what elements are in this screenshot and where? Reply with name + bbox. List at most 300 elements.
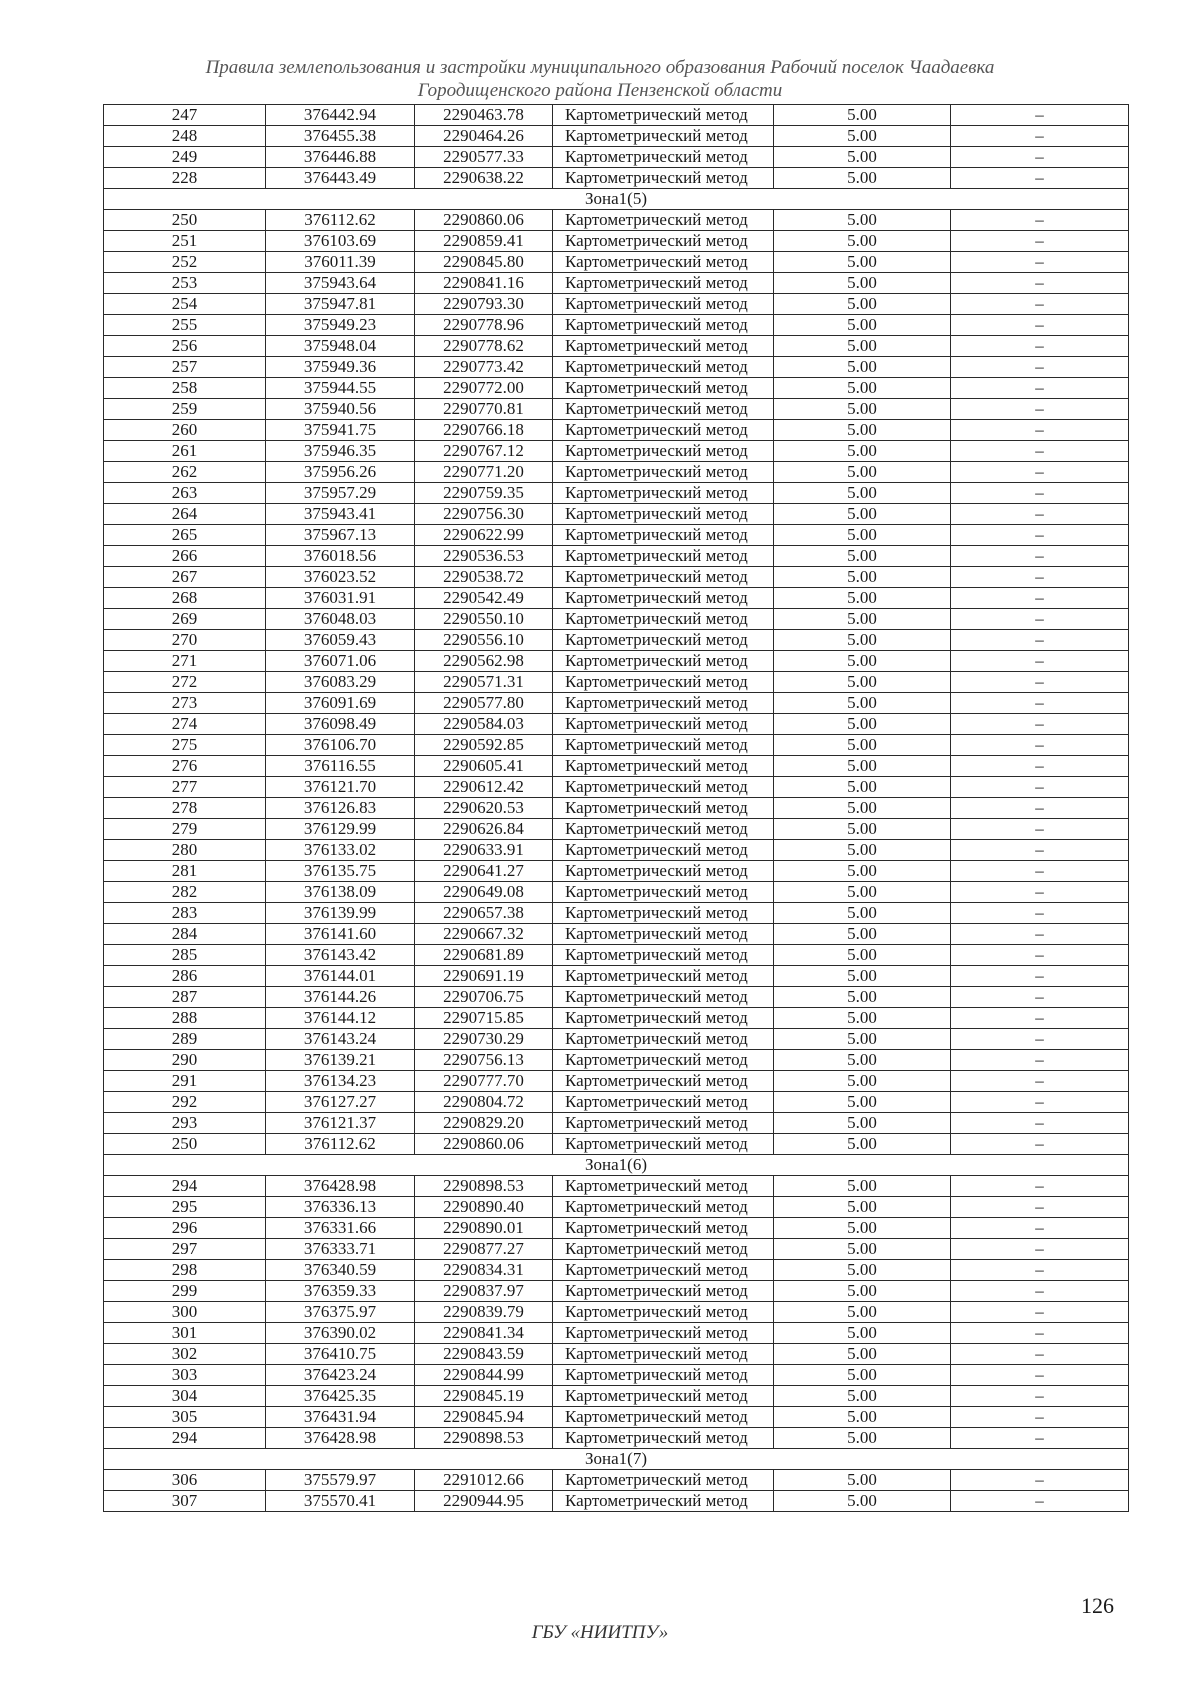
note-cell: – [951,1134,1129,1155]
note-cell: – [951,777,1129,798]
x-coordinate-cell: 376390.02 [266,1323,415,1344]
point-number-cell: 306 [104,1470,266,1491]
table-row [104,1470,1129,1491]
method-cell: Картометрический метод [553,525,774,546]
method-cell: Картометрический метод [553,630,774,651]
note-cell: – [951,1365,1129,1386]
table-row [104,336,1129,357]
point-number-cell: 274 [104,714,266,735]
accuracy-cell: 5.00 [774,546,951,567]
table-row [104,1365,1129,1386]
accuracy-cell: 5.00 [774,294,951,315]
accuracy-cell: 5.00 [774,735,951,756]
method-cell: Картометрический метод [553,105,774,126]
accuracy-cell: 5.00 [774,1176,951,1197]
x-coordinate-cell: 375967.13 [266,525,415,546]
y-coordinate-cell: 2290464.26 [415,126,553,147]
x-coordinate-cell: 376431.94 [266,1407,415,1428]
method-cell: Картометрический метод [553,1134,774,1155]
note-cell: – [951,1386,1129,1407]
point-number-cell: 285 [104,945,266,966]
y-coordinate-cell: 2291012.66 [415,1470,553,1491]
table-row [104,1239,1129,1260]
note-cell: – [951,798,1129,819]
point-number-cell: 271 [104,651,266,672]
x-coordinate-cell: 376098.49 [266,714,415,735]
x-coordinate-cell: 376135.75 [266,861,415,882]
x-coordinate-cell: 376083.29 [266,672,415,693]
method-cell: Картометрический метод [553,966,774,987]
y-coordinate-cell: 2290542.49 [415,588,553,609]
point-number-cell: 268 [104,588,266,609]
point-number-cell: 297 [104,1239,266,1260]
method-cell: Картометрический метод [553,231,774,252]
table-row [104,252,1129,273]
method-cell: Картометрический метод [553,399,774,420]
table-row [104,756,1129,777]
y-coordinate-cell: 2290536.53 [415,546,553,567]
x-coordinate-cell: 376141.60 [266,924,415,945]
y-coordinate-cell: 2290877.27 [415,1239,553,1260]
x-coordinate-cell: 376143.24 [266,1029,415,1050]
table-row [104,1428,1129,1449]
x-coordinate-cell: 376133.02 [266,840,415,861]
table-row [104,861,1129,882]
accuracy-cell: 5.00 [774,819,951,840]
note-cell: – [951,525,1129,546]
point-number-cell: 228 [104,168,266,189]
accuracy-cell: 5.00 [774,777,951,798]
point-number-cell: 296 [104,1218,266,1239]
x-coordinate-cell: 376011.39 [266,252,415,273]
method-cell: Картометрический метод [553,819,774,840]
x-coordinate-cell: 376091.69 [266,693,415,714]
method-cell: Картометрический метод [553,1008,774,1029]
accuracy-cell: 5.00 [774,336,951,357]
x-coordinate-cell: 375948.04 [266,336,415,357]
y-coordinate-cell: 2290890.01 [415,1218,553,1239]
x-coordinate-cell: 375957.29 [266,483,415,504]
y-coordinate-cell: 2290641.27 [415,861,553,882]
y-coordinate-cell: 2290793.30 [415,294,553,315]
point-number-cell: 300 [104,1302,266,1323]
accuracy-cell: 5.00 [774,1134,951,1155]
x-coordinate-cell: 376059.43 [266,630,415,651]
x-coordinate-cell: 376144.26 [266,987,415,1008]
method-cell: Картометрический метод [553,1344,774,1365]
y-coordinate-cell: 2290834.31 [415,1260,553,1281]
point-number-cell: 263 [104,483,266,504]
method-cell: Картометрический метод [553,924,774,945]
table-row [104,819,1129,840]
table-row [104,210,1129,231]
x-coordinate-cell: 375943.64 [266,273,415,294]
note-cell: – [951,1407,1129,1428]
accuracy-cell: 5.00 [774,588,951,609]
note-cell: – [951,1323,1129,1344]
method-cell: Картометрический метод [553,1050,774,1071]
x-coordinate-cell: 376443.49 [266,168,415,189]
point-number-cell: 280 [104,840,266,861]
x-coordinate-cell: 376455.38 [266,126,415,147]
note-cell: – [951,420,1129,441]
point-number-cell: 273 [104,693,266,714]
note-cell: – [951,231,1129,252]
y-coordinate-cell: 2290584.03 [415,714,553,735]
method-cell: Картометрический метод [553,567,774,588]
method-cell: Картометрический метод [553,735,774,756]
method-cell: Картометрический метод [553,147,774,168]
y-coordinate-cell: 2290538.72 [415,567,553,588]
note-cell: – [951,1050,1129,1071]
accuracy-cell: 5.00 [774,630,951,651]
note-cell: – [951,126,1129,147]
y-coordinate-cell: 2290759.35 [415,483,553,504]
y-coordinate-cell: 2290622.99 [415,525,553,546]
note-cell: – [951,504,1129,525]
method-cell: Картометрический метод [553,1239,774,1260]
x-coordinate-cell: 375956.26 [266,462,415,483]
accuracy-cell: 5.00 [774,525,951,546]
point-number-cell: 270 [104,630,266,651]
accuracy-cell: 5.00 [774,357,951,378]
method-cell: Картометрический метод [553,441,774,462]
table-row [104,1281,1129,1302]
x-coordinate-cell: 376144.12 [266,1008,415,1029]
point-number-cell: 301 [104,1323,266,1344]
page-number: 126 [1081,1593,1114,1618]
note-cell: – [951,1302,1129,1323]
y-coordinate-cell: 2290577.80 [415,693,553,714]
point-number-cell: 256 [104,336,266,357]
note-cell: – [951,1008,1129,1029]
table-row [104,1302,1129,1323]
method-cell: Картометрический метод [553,210,774,231]
accuracy-cell: 5.00 [774,1050,951,1071]
table-row [104,609,1129,630]
y-coordinate-cell: 2290845.19 [415,1386,553,1407]
point-number-cell: 247 [104,105,266,126]
point-number-cell: 250 [104,210,266,231]
point-number-cell: 265 [104,525,266,546]
y-coordinate-cell: 2290898.53 [415,1176,553,1197]
x-coordinate-cell: 376139.21 [266,1050,415,1071]
table-row [104,147,1129,168]
accuracy-cell: 5.00 [774,756,951,777]
y-coordinate-cell: 2290730.29 [415,1029,553,1050]
note-cell: – [951,147,1129,168]
note-cell: – [951,1218,1129,1239]
note-cell: – [951,651,1129,672]
method-cell: Картометрический метод [553,651,774,672]
note-cell: – [951,1428,1129,1449]
note-cell: – [951,168,1129,189]
method-cell: Картометрический метод [553,378,774,399]
coordinates-table-body [104,105,1129,1512]
table-row [104,630,1129,651]
x-coordinate-cell: 375949.36 [266,357,415,378]
accuracy-cell: 5.00 [774,924,951,945]
table-row [104,1092,1129,1113]
accuracy-cell: 5.00 [774,798,951,819]
method-cell: Картометрический метод [553,1197,774,1218]
y-coordinate-cell: 2290638.22 [415,168,553,189]
accuracy-cell: 5.00 [774,714,951,735]
accuracy-cell: 5.00 [774,693,951,714]
table-row [104,567,1129,588]
note-cell: – [951,987,1129,1008]
accuracy-cell: 5.00 [774,1197,951,1218]
table-row [104,294,1129,315]
table-row [104,735,1129,756]
y-coordinate-cell: 2290860.06 [415,1134,553,1155]
y-coordinate-cell: 2290843.59 [415,1344,553,1365]
y-coordinate-cell: 2290577.33 [415,147,553,168]
y-coordinate-cell: 2290657.38 [415,903,553,924]
point-number-cell: 292 [104,1092,266,1113]
note-cell: – [951,1239,1129,1260]
point-number-cell: 288 [104,1008,266,1029]
point-number-cell: 304 [104,1386,266,1407]
method-cell: Картометрический метод [553,546,774,567]
note-cell: – [951,819,1129,840]
note-cell: – [951,735,1129,756]
table-row [104,420,1129,441]
accuracy-cell: 5.00 [774,987,951,1008]
table-row [104,273,1129,294]
method-cell: Картометрический метод [553,1428,774,1449]
method-cell: Картометрический метод [553,1218,774,1239]
point-number-cell: 257 [104,357,266,378]
accuracy-cell: 5.00 [774,1470,951,1491]
point-number-cell: 278 [104,798,266,819]
table-row [104,399,1129,420]
zone-header-row [104,1155,1129,1176]
note-cell: – [951,756,1129,777]
method-cell: Картометрический метод [553,840,774,861]
point-number-cell: 277 [104,777,266,798]
x-coordinate-cell: 376134.23 [266,1071,415,1092]
table-row [104,1323,1129,1344]
x-coordinate-cell: 376129.99 [266,819,415,840]
y-coordinate-cell: 2290605.41 [415,756,553,777]
x-coordinate-cell: 376143.42 [266,945,415,966]
x-coordinate-cell: 376428.98 [266,1176,415,1197]
point-number-cell: 293 [104,1113,266,1134]
method-cell: Картометрический метод [553,1323,774,1344]
point-number-cell: 295 [104,1197,266,1218]
y-coordinate-cell: 2290550.10 [415,609,553,630]
point-number-cell: 258 [104,378,266,399]
x-coordinate-cell: 376126.83 [266,798,415,819]
y-coordinate-cell: 2290667.32 [415,924,553,945]
note-cell: – [951,1176,1129,1197]
method-cell: Картометрический метод [553,1113,774,1134]
table-row [104,903,1129,924]
y-coordinate-cell: 2290829.20 [415,1113,553,1134]
table-row [104,231,1129,252]
point-number-cell: 302 [104,1344,266,1365]
method-cell: Картометрический метод [553,1365,774,1386]
x-coordinate-cell: 376071.06 [266,651,415,672]
y-coordinate-cell: 2290890.40 [415,1197,553,1218]
method-cell: Картометрический метод [553,798,774,819]
table-row [104,525,1129,546]
note-cell: – [951,1281,1129,1302]
note-cell: – [951,1491,1129,1512]
accuracy-cell: 5.00 [774,840,951,861]
method-cell: Картометрический метод [553,1029,774,1050]
accuracy-cell: 5.00 [774,1491,951,1512]
note-cell: – [951,441,1129,462]
note-cell: – [951,1197,1129,1218]
table-row [104,1260,1129,1281]
method-cell: Картометрический метод [553,1092,774,1113]
note-cell: – [951,630,1129,651]
method-cell: Картометрический метод [553,462,774,483]
y-coordinate-cell: 2290845.94 [415,1407,553,1428]
point-number-cell: 276 [104,756,266,777]
table-row [104,483,1129,504]
note-cell: – [951,315,1129,336]
method-cell: Картометрический метод [553,252,774,273]
point-number-cell: 264 [104,504,266,525]
y-coordinate-cell: 2290626.84 [415,819,553,840]
point-number-cell: 289 [104,1029,266,1050]
x-coordinate-cell: 375949.23 [266,315,415,336]
x-coordinate-cell: 376423.24 [266,1365,415,1386]
accuracy-cell: 5.00 [774,903,951,924]
x-coordinate-cell: 375940.56 [266,399,415,420]
method-cell: Картометрический метод [553,1071,774,1092]
table-row [104,714,1129,735]
note-cell: – [951,357,1129,378]
y-coordinate-cell: 2290898.53 [415,1428,553,1449]
method-cell: Картометрический метод [553,672,774,693]
y-coordinate-cell: 2290771.20 [415,462,553,483]
accuracy-cell: 5.00 [774,483,951,504]
table-row [104,1386,1129,1407]
accuracy-cell: 5.00 [774,168,951,189]
point-number-cell: 255 [104,315,266,336]
table-row [104,588,1129,609]
note-cell: – [951,210,1129,231]
accuracy-cell: 5.00 [774,399,951,420]
accuracy-cell: 5.00 [774,1113,951,1134]
table-row [104,546,1129,567]
point-number-cell: 252 [104,252,266,273]
method-cell: Картометрический метод [553,1407,774,1428]
method-cell: Картометрический метод [553,420,774,441]
table-row [104,1344,1129,1365]
coordinates-table [103,104,1129,1512]
zone-header-row [104,1449,1129,1470]
x-coordinate-cell: 375946.35 [266,441,415,462]
x-coordinate-cell: 376410.75 [266,1344,415,1365]
note-cell: – [951,1092,1129,1113]
x-coordinate-cell: 376442.94 [266,105,415,126]
accuracy-cell: 5.00 [774,651,951,672]
point-number-cell: 250 [104,1134,266,1155]
note-cell: – [951,966,1129,987]
y-coordinate-cell: 2290772.00 [415,378,553,399]
method-cell: Картометрический метод [553,756,774,777]
note-cell: – [951,336,1129,357]
table-row [104,651,1129,672]
y-coordinate-cell: 2290649.08 [415,882,553,903]
x-coordinate-cell: 376336.13 [266,1197,415,1218]
table-row [104,357,1129,378]
method-cell: Картометрический метод [553,609,774,630]
x-coordinate-cell: 376103.69 [266,231,415,252]
y-coordinate-cell: 2290844.99 [415,1365,553,1386]
x-coordinate-cell: 376139.99 [266,903,415,924]
y-coordinate-cell: 2290778.96 [415,315,553,336]
x-coordinate-cell: 375579.97 [266,1470,415,1491]
point-number-cell: 294 [104,1176,266,1197]
accuracy-cell: 5.00 [774,567,951,588]
y-coordinate-cell: 2290556.10 [415,630,553,651]
accuracy-cell: 5.00 [774,1344,951,1365]
note-cell: – [951,399,1129,420]
accuracy-cell: 5.00 [774,861,951,882]
note-cell: – [951,273,1129,294]
y-coordinate-cell: 2290778.62 [415,336,553,357]
table-row [104,672,1129,693]
point-number-cell: 249 [104,147,266,168]
zone-label: Зона1(7) [104,1449,1129,1470]
method-cell: Картометрический метод [553,336,774,357]
accuracy-cell: 5.00 [774,210,951,231]
y-coordinate-cell: 2290706.75 [415,987,553,1008]
method-cell: Картометрический метод [553,1260,774,1281]
table-row [104,966,1129,987]
accuracy-cell: 5.00 [774,462,951,483]
point-number-cell: 251 [104,231,266,252]
method-cell: Картометрический метод [553,861,774,882]
y-coordinate-cell: 2290766.18 [415,420,553,441]
accuracy-cell: 5.00 [774,1071,951,1092]
note-cell: – [951,672,1129,693]
method-cell: Картометрический метод [553,273,774,294]
x-coordinate-cell: 376106.70 [266,735,415,756]
accuracy-cell: 5.00 [774,1407,951,1428]
x-coordinate-cell: 376112.62 [266,210,415,231]
note-cell: – [951,1260,1129,1281]
table-row [104,126,1129,147]
x-coordinate-cell: 375941.75 [266,420,415,441]
y-coordinate-cell: 2290773.42 [415,357,553,378]
accuracy-cell: 5.00 [774,1008,951,1029]
point-number-cell: 287 [104,987,266,1008]
point-number-cell: 298 [104,1260,266,1281]
accuracy-cell: 5.00 [774,1302,951,1323]
y-coordinate-cell: 2290777.70 [415,1071,553,1092]
method-cell: Картометрический метод [553,945,774,966]
x-coordinate-cell: 376331.66 [266,1218,415,1239]
accuracy-cell: 5.00 [774,1239,951,1260]
accuracy-cell: 5.00 [774,147,951,168]
table-row [104,1050,1129,1071]
zone-label: Зона1(5) [104,189,1129,210]
accuracy-cell: 5.00 [774,1428,951,1449]
accuracy-cell: 5.00 [774,609,951,630]
point-number-cell: 307 [104,1491,266,1512]
table-row [104,462,1129,483]
x-coordinate-cell: 376121.70 [266,777,415,798]
note-cell: – [951,714,1129,735]
point-number-cell: 259 [104,399,266,420]
